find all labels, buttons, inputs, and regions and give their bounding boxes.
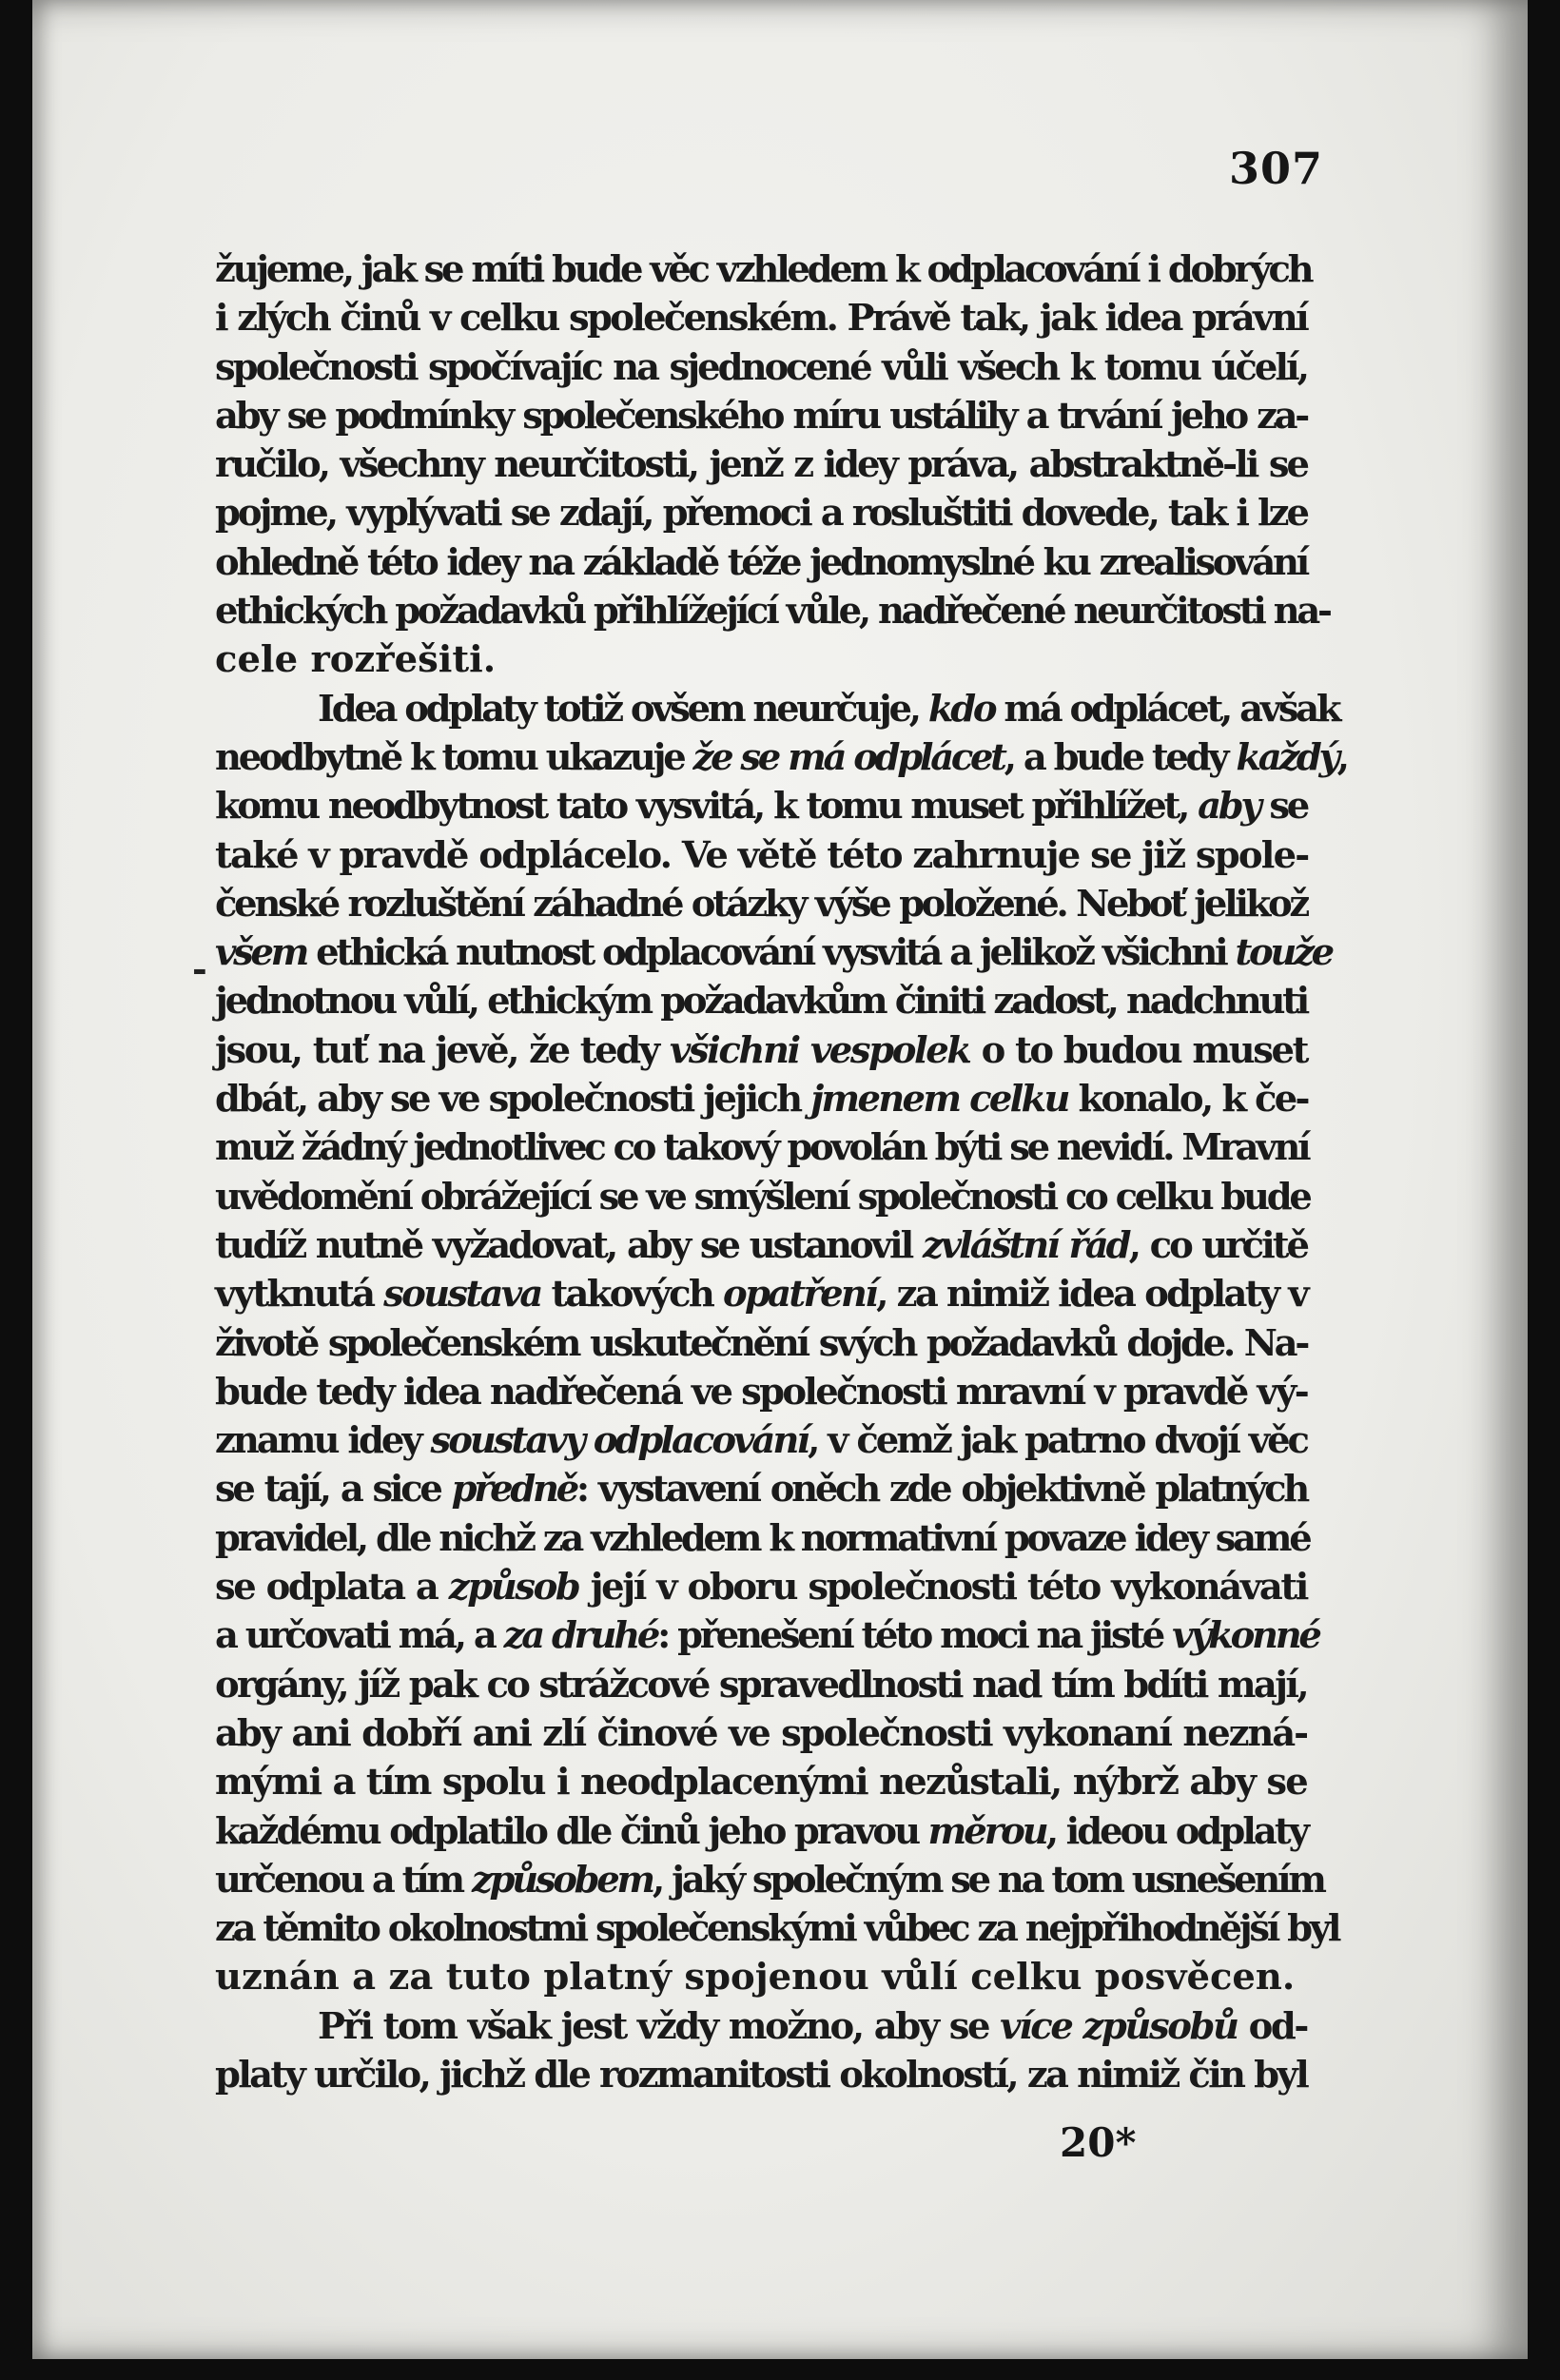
text-line <box>215 294 1307 342</box>
emphasis-text: každý <box>1236 735 1337 779</box>
text-segment: orgány, jíž pak co strážcové spravedlnosti nad tím bdíti mají, <box>215 1663 1307 1707</box>
text-segment: jsou, tuť na jevě, že tedy <box>215 1028 670 1072</box>
text-segment: platy určilo, jichž dle rozmanitosti okolností, za nimiž čin byl <box>215 2053 1307 2097</box>
text-segment: , co určitě <box>1128 1223 1307 1267</box>
text-segment: se <box>1258 785 1307 829</box>
text-line <box>215 1465 1307 1513</box>
text-line <box>215 392 1307 440</box>
emphasis-text: soustavy odplacování <box>430 1419 808 1463</box>
text-segment: od- <box>1237 2004 1308 2048</box>
emphasis-text: způsob <box>448 1566 579 1609</box>
text-segment: životě společenském uskutečnění svých požadavků dojde. Na- <box>215 1321 1307 1365</box>
text-segment: pravidel, dle nichž za vzhledem k normativní povaze idey samé <box>215 1516 1310 1560</box>
text-segment: Idea odplaty totiž ovšem neurčuje, <box>318 687 928 731</box>
emphasis-text: způsobem <box>471 1858 653 1902</box>
emphasis-text: soustava <box>383 1273 541 1317</box>
text-segment: komu neodbytnost tato vysvitá, k tomu muset přihlížet, <box>215 785 1199 829</box>
text-line <box>215 1661 1307 1709</box>
text-segment: dbát, aby se ve společnosti jejich <box>215 1078 811 1122</box>
text-segment: , <box>1336 735 1347 779</box>
text-segment: aby ani dobří ani zlí činové ve společnosti vykonaní nezná- <box>215 1711 1307 1755</box>
text-segment: čenské rozluštění záhadné otázky výše položené. Neboť jelikož <box>215 882 1307 926</box>
text-line <box>215 587 1330 635</box>
text-segment: aby se podmínky společenského míru ustálily a trvání jeho za- <box>215 394 1307 438</box>
text-segment: její v oboru společnosti této vykonávati <box>578 1566 1307 1609</box>
text-segment: také v pravdě odplácelo. Ve větě této zahrnuje se již spole- <box>215 833 1309 877</box>
text-segment: : vystavení oněch zde objektivně platných <box>575 1468 1307 1512</box>
emphasis-text: že se má odplácet <box>692 735 1004 779</box>
margin-mark: - <box>192 947 207 990</box>
text-line <box>215 733 1347 782</box>
text-segment: vytknutá <box>215 1273 384 1317</box>
emphasis-text: jmenem celku <box>810 1078 1068 1122</box>
text-segment: , v čemž jak patrno dvojí věc <box>807 1419 1308 1463</box>
text-line <box>215 2002 1307 2051</box>
text-segment: , ideou odplaty <box>1045 1809 1308 1853</box>
text-line <box>215 928 1332 977</box>
emphasis-text: aby <box>1198 785 1259 829</box>
text-line <box>215 440 1307 489</box>
emphasis-text: více způsobů <box>1000 2004 1238 2048</box>
text-segment: o to budou muset <box>969 1028 1307 1072</box>
signature-mark: 20* <box>1060 2119 1137 2166</box>
text-segment: bude tedy idea nadřečená ve společnosti mravní v pravdě vý- <box>215 1370 1307 1414</box>
emphasis-text: opatření <box>722 1273 877 1317</box>
text-line <box>215 1807 1307 1856</box>
text-segment: pojme, vyplývati se zdají, přemoci a rosluštiti dovede, tak i lze <box>215 492 1307 536</box>
text-segment: znamu idey <box>215 1419 431 1463</box>
text-segment: Při tom však jest vždy možno, aby se <box>318 2004 1001 2048</box>
text-segment: uznán a za tuto platný spojenou vůlí celku posvěcen. <box>215 1956 1296 2000</box>
text-segment: , jaký společným se na tom usnešením <box>652 1858 1324 1902</box>
emphasis-text: zvláštní řád <box>922 1223 1129 1267</box>
text-segment: tudíž nutně vyžadovat, aby se ustanovil <box>215 1223 923 1267</box>
text-segment: ručilo, všechny neurčitosti, jenž z idey práva, abstraktně-li se <box>215 443 1307 487</box>
text-line <box>215 1709 1307 1758</box>
text-segment: ohledně této idey na základě téže jednomyslné ku zrealisování <box>215 540 1307 584</box>
text-segment: za těmito okolnostmi společenskými vůbec za nejpřihodnější byl <box>215 1907 1339 1951</box>
emphasis-text: touže <box>1235 931 1332 975</box>
text-line <box>215 1416 1307 1465</box>
text-segment: ethických požadavků přihlížející vůle, nadřečené neurčitosti na- <box>215 590 1330 634</box>
text-segment: žujeme, jak se míti bude věc vzhledem k odplacování i dobrých <box>215 248 1312 291</box>
text-line <box>215 1319 1307 1368</box>
text-segment: má odplácet, avšak <box>994 687 1339 731</box>
emphasis-text: výkonné <box>1172 1614 1319 1658</box>
text-segment: ethická nutnost odplacování vysvitá a jelikož všichni <box>306 931 1236 975</box>
text-line <box>215 1270 1307 1318</box>
text-segment: : přenešení této moci na jisté <box>657 1614 1173 1658</box>
text-line <box>215 245 1312 294</box>
text-line <box>215 2051 1307 2099</box>
text-segment: jednotnou vůlí, ethickým požadavkům činiti zadost, nadchnuti <box>215 980 1307 1024</box>
text-line <box>215 1904 1339 1953</box>
text-segment: neodbytně k tomu ukazuje <box>215 735 693 779</box>
text-segment: se tají, a sice <box>215 1468 452 1512</box>
text-line <box>215 635 1307 684</box>
text-line <box>215 1758 1307 1806</box>
text-line <box>215 343 1307 392</box>
text-line <box>215 685 1339 733</box>
emphasis-text: měrou <box>927 1809 1046 1853</box>
text-segment: muž žádný jednotlivec co takový povolán býti se nevidí. Mravní <box>215 1126 1309 1170</box>
emphasis-text: všichni vespolek <box>669 1028 970 1072</box>
text-segment: , a bude tedy <box>1004 735 1237 779</box>
text-line <box>215 1611 1319 1660</box>
emphasis-text: všem <box>215 931 307 975</box>
text-line <box>215 831 1307 880</box>
text-segment: určenou a tím <box>215 1858 472 1902</box>
page-number: 307 <box>1229 143 1324 194</box>
emphasis-text: předně <box>451 1468 576 1512</box>
text-segment: konalo, k če- <box>1067 1078 1308 1122</box>
text-segment: se odplata a <box>215 1566 449 1609</box>
text-segment: takových <box>540 1273 723 1317</box>
body-text <box>215 245 1347 2099</box>
emphasis-text: kdo <box>927 687 995 731</box>
text-line <box>215 489 1307 537</box>
text-segment: a určovati má, a <box>215 1614 504 1658</box>
emphasis-text: za druhé <box>503 1614 658 1658</box>
text-line <box>215 1856 1324 1904</box>
text-line <box>215 880 1307 928</box>
book-page <box>32 0 1528 2359</box>
text-segment: uvědomění obrážející se ve smýšlení společnosti co celku bude <box>215 1175 1310 1219</box>
text-line <box>215 1514 1310 1563</box>
text-line <box>215 1368 1307 1416</box>
text-segment: i zlých činů v celku společenském. Právě tak, jak idea právní <box>215 297 1307 341</box>
text-line <box>215 782 1307 830</box>
text-segment: každému odplatilo dle činů jeho pravou <box>215 1809 928 1853</box>
text-segment: společnosti spočívajíc na sjednocené vůli všech k tomu účelí, <box>215 345 1307 389</box>
text-line <box>215 1075 1307 1123</box>
text-line <box>215 1563 1307 1611</box>
text-line <box>215 1953 1307 2001</box>
text-line <box>215 538 1307 587</box>
text-line <box>215 1123 1307 1172</box>
text-segment: cele rozřešiti. <box>215 638 497 682</box>
text-line <box>215 977 1307 1025</box>
text-line <box>215 1026 1307 1075</box>
text-segment: , za nimiž idea odplaty v <box>876 1273 1307 1317</box>
text-line <box>215 1221 1307 1270</box>
text-line <box>215 1173 1310 1221</box>
text-segment: mými a tím spolu i neodplacenými nezůstali, nýbrž aby se <box>215 1761 1307 1805</box>
